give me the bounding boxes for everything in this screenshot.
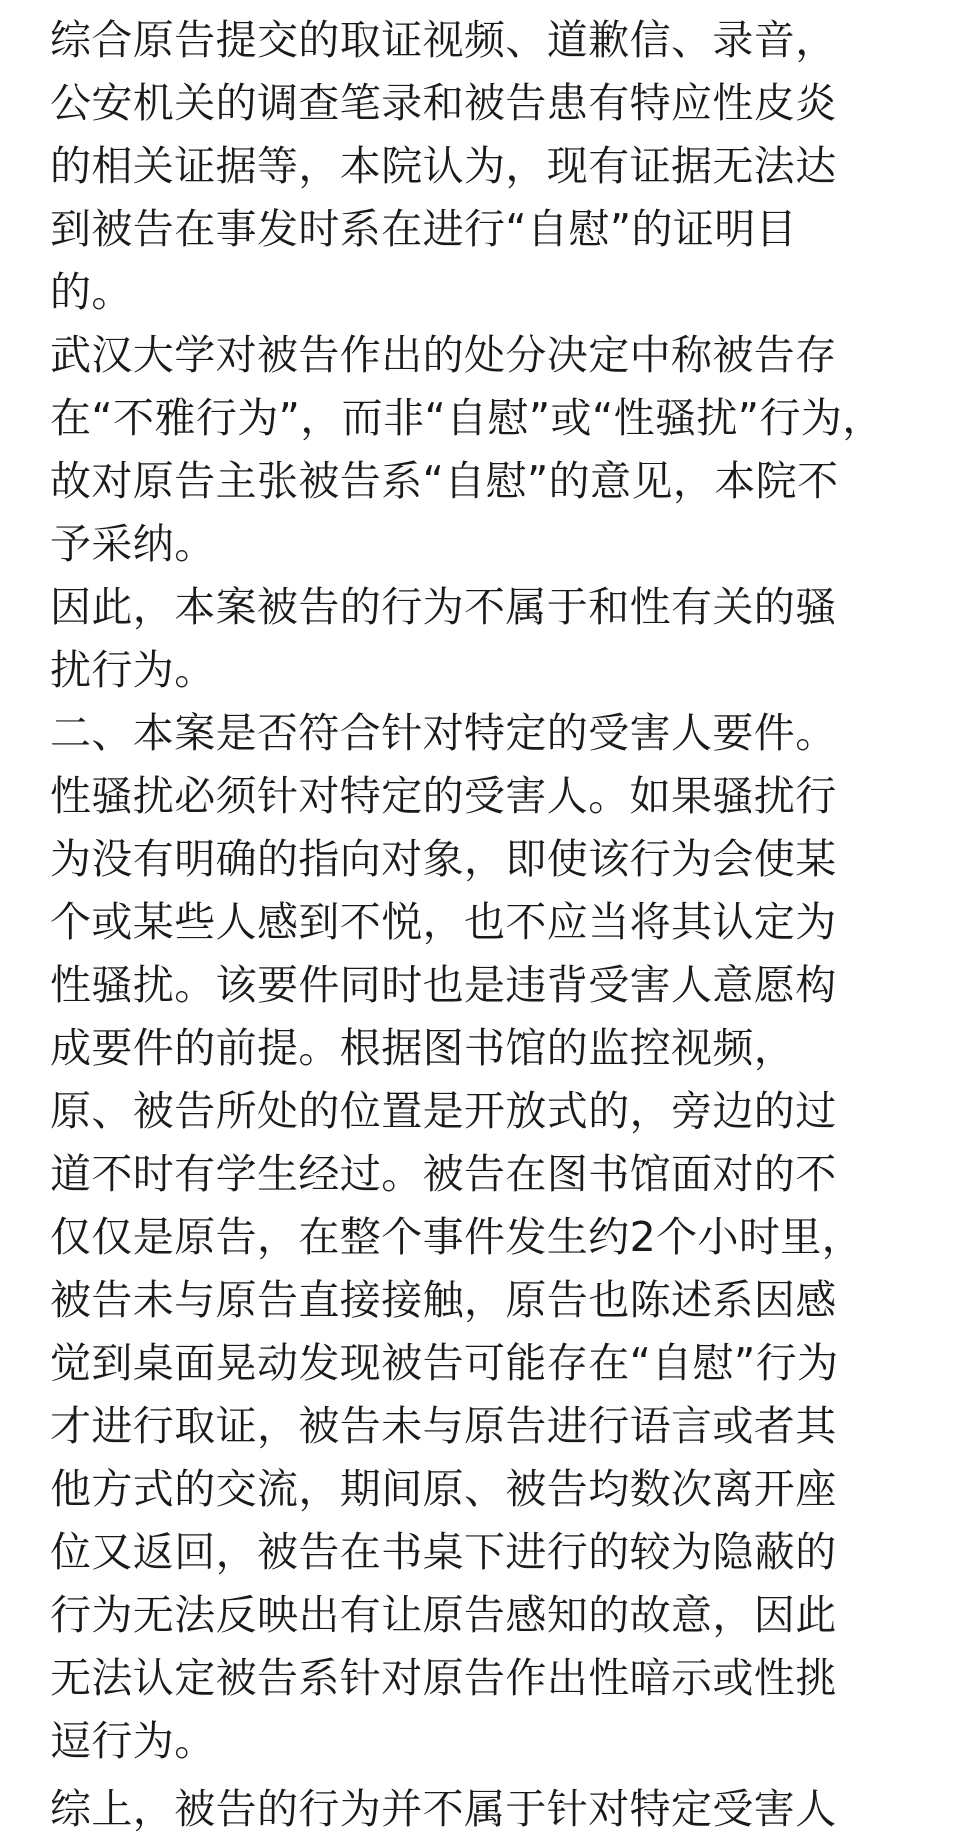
text-line: 位又返回，被告在书桌下进行的较为隐蔽的 [50,1528,837,1576]
text-line: 的相关证据等，本院认为，现有证据无法达 [50,142,837,190]
text-line: 予采纳。 [50,520,216,568]
section-heading: 二、本案是否符合针对特定的受害人要件。 [50,709,837,757]
text-line: 因此，本案被告的行为不属于和性有关的骚 [50,583,837,631]
text-line: 故对原告主张被告系“自慰”的意见，本院不 [50,457,839,505]
text-line-partial-content: 综上，被告的行为并不属于针对特定受害人 [50,1785,837,1833]
text-line-partial [50,1785,930,1841]
text-line: 道不时有学生经过。被告在图书馆面对的不 [50,1150,837,1198]
text-line: 逗行为。 [50,1717,216,1765]
text-line: 成要件的前提。根据图书馆的监控视频， [50,1024,796,1072]
text-line: 公安机关的调查笔录和被告患有特应性皮炎 [50,79,837,127]
text-line: 的。 [50,268,133,316]
text-line: 性骚扰必须针对特定的受害人。如果骚扰行 [50,772,837,820]
text-line: 综合原告提交的取证视频、道歉信、录音， [50,16,837,64]
text-line: 扰行为。 [50,646,216,694]
text-line: 武汉大学对被告作出的处分决定中称被告存 [50,331,837,379]
text-line: 个或某些人感到不悦，也不应当将其认定为 [50,898,837,946]
text-line: 被告未与原告直接接触，原告也陈述系因感 [50,1276,837,1324]
text-line: 仅仅是原告，在整个事件发生约2个小时里， [50,1213,864,1261]
text-line: 才进行取证，被告未与原告进行语言或者其 [50,1402,837,1450]
text-line: 原、被告所处的位置是开放式的，旁边的过 [50,1087,837,1135]
text-line: 无法认定被告系针对原告作出性暗示或性挑 [50,1654,837,1702]
text-line: 为没有明确的指向对象，即使该行为会使某 [50,835,837,883]
text-line: 他方式的交流，期间原、被告均数次离开座 [50,1465,837,1513]
text-line: 到被告在事发时系在进行“自慰”的证明目 [50,205,798,253]
text-line: 在“不雅行为”，而非“自慰”或“性骚扰”行为， [50,394,884,442]
text-line: 行为无法反映出有让原告感知的故意，因此 [50,1591,837,1639]
text-line: 觉到桌面晃动发现被告可能存在“自慰”行为 [50,1339,839,1387]
text-line: 性骚扰。该要件同时也是违背受害人意愿构 [50,961,837,1009]
